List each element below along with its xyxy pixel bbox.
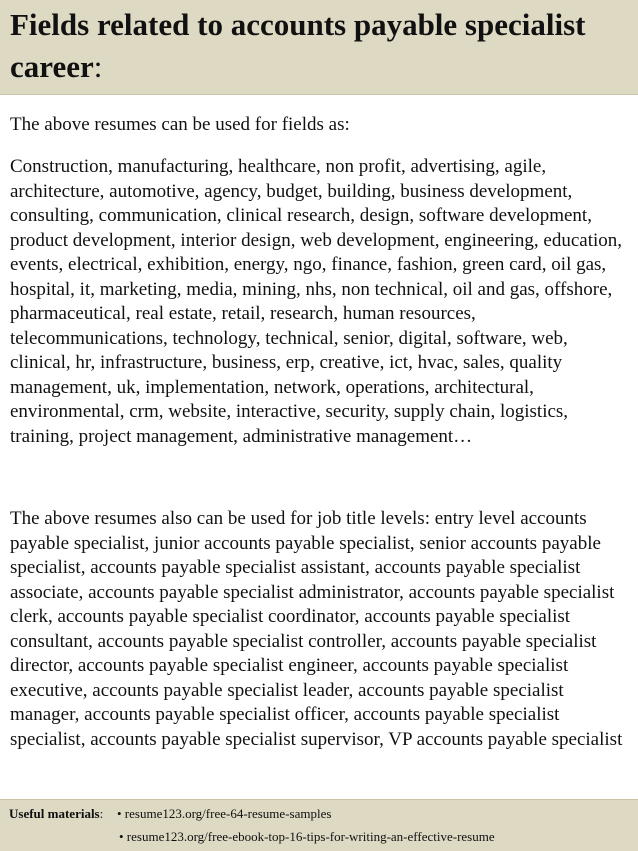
page-title-colon: : <box>93 49 103 84</box>
useful-materials-label-text: Useful materials <box>9 806 100 821</box>
resource-link-resume-samples[interactable]: • resume123.org/free-64-resume-samples <box>117 806 332 821</box>
intro-text: The above resumes can be used for fields as: <box>10 114 350 135</box>
useful-materials-label <box>9 805 103 823</box>
page-title-text: Fields related to accounts payable specialist career <box>10 7 586 84</box>
slide-header <box>0 0 638 95</box>
useful-materials-footer <box>0 799 638 851</box>
page-title <box>10 4 630 88</box>
fields-paragraph: Construction, manufacturing, healthcare, non profit, advertising, agile, architecture, automotive, agency, budget, building, business development, consulting, communication, clinical research, design, software development, product development, interior design, web development, engineering, education, events, electrical, exhibition, energy, ngo, finance, fashion, green card, oil gas, hospital, it, marketing, media, mining, nhs, non technical, oil and gas, offshore, pharmaceutical, real estate, retail, research, human resources, telecommunications, technology, technical, senior, digital, software, web, clinical, hr, infrastructure, business, erp, creative, ict, hvac, sales, quality management, uk, implementation, network, operations, architectural, environmental, crm, website, interactive, security, supply chain, logistics, training, project management, administrative management… <box>10 156 623 447</box>
resource-link-ebook-tips[interactable]: • resume123.org/free-ebook-top-16-tips-for-writing-an-effective-resume <box>119 829 495 844</box>
useful-materials-label-colon: : <box>99 806 104 821</box>
job-levels-paragraph: The above resumes also can be used for job title levels: entry level accounts payable specialist, junior accounts payable specialist, senior accounts payable specialist, accounts payable specialist assistant, accounts payable specialist associate, accounts payable specialist administrator, accounts payable specialist clerk, accounts payable specialist coordinator, accounts payable specialist consultant, accounts payable specialist controller, accounts payable specialist director, accounts payable specialist engineer, accounts payable specialist executive, accounts payable specialist leader, accounts payable specialist manager, accounts payable specialist officer, accounts payable specialist specialist, accounts payable specialist supervisor, VP accounts payable specialist <box>10 508 623 750</box>
